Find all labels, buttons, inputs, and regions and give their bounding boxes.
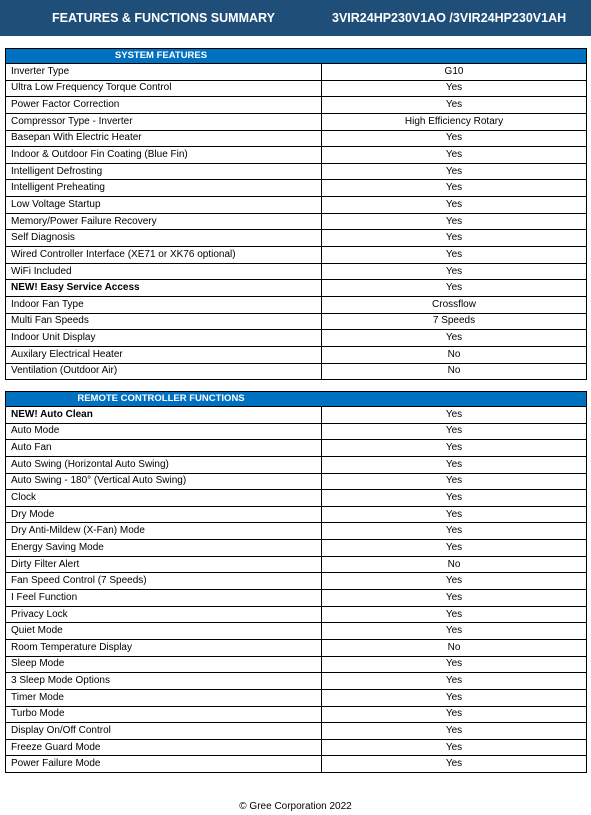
table-row — [6, 363, 586, 379]
feature-value: Yes — [322, 723, 587, 740]
feature-value: Yes — [322, 506, 587, 523]
table-row — [6, 673, 586, 690]
feature-name: Fan Speed Control (7 Speeds) — [6, 573, 322, 590]
feature-value: Yes — [322, 490, 587, 507]
feature-value: Yes — [322, 263, 587, 280]
system-features-heading-label: SYSTEM FEATURES — [114, 50, 208, 61]
feature-value: Yes — [322, 656, 587, 673]
feature-name: Inverter Type — [6, 64, 322, 80]
feature-value: Yes — [322, 330, 587, 347]
table-row — [6, 263, 586, 280]
table-row — [6, 623, 586, 640]
feature-name: Freeze Guard Mode — [6, 739, 322, 756]
feature-name: Auto Mode — [6, 423, 322, 440]
feature-value: Yes — [322, 756, 587, 772]
feature-value: Yes — [322, 197, 587, 214]
feature-value: Yes — [322, 423, 587, 440]
table-row — [6, 523, 586, 540]
feature-name: Dry Mode — [6, 506, 322, 523]
feature-value: Yes — [322, 523, 587, 540]
header-banner — [0, 0, 591, 36]
feature-name: Energy Saving Mode — [6, 540, 322, 557]
feature-name: Dirty Filter Alert — [6, 556, 322, 573]
remote-functions-heading — [6, 392, 586, 407]
table-row — [6, 213, 586, 230]
feature-value: Yes — [445, 408, 463, 420]
page-title: FEATURES & FUNCTIONS SUMMARY — [52, 11, 275, 25]
feature-name: Wired Controller Interface (XE71 or XK76 optional) — [6, 247, 322, 264]
table-row — [6, 330, 586, 347]
table-row — [6, 423, 586, 440]
feature-name: WiFi Included — [6, 263, 322, 280]
feature-name: Basepan With Electric Heater — [6, 130, 322, 147]
table-row — [6, 80, 586, 97]
feature-name: Intelligent Defrosting — [6, 163, 322, 180]
feature-value: Yes — [322, 80, 587, 97]
feature-name: Indoor Unit Display — [6, 330, 322, 347]
table-row — [6, 556, 586, 573]
table-row — [6, 506, 586, 523]
remote-functions-table — [5, 391, 587, 773]
table-row — [6, 739, 586, 756]
system-features-body — [6, 64, 586, 379]
feature-name: Indoor Fan Type — [6, 296, 322, 313]
table-row — [6, 163, 586, 180]
feature-name: Self Diagnosis — [6, 230, 322, 247]
table-row — [6, 490, 586, 507]
feature-value: No — [322, 346, 587, 363]
feature-value: Yes — [322, 130, 587, 147]
feature-value: Crossflow — [322, 296, 587, 313]
table-row — [6, 656, 586, 673]
feature-value: Yes — [322, 739, 587, 756]
table-row — [6, 689, 586, 706]
feature-name: Auto Swing - 180° (Vertical Auto Swing) — [6, 473, 322, 490]
feature-value: Yes — [322, 97, 587, 114]
feature-value: Yes — [322, 230, 587, 247]
feature-value: Yes — [322, 280, 587, 297]
feature-name: Turbo Mode — [6, 706, 322, 723]
remote-functions-heading-label: REMOTE CONTROLLER FUNCTIONS — [77, 393, 245, 404]
feature-value: Yes — [322, 247, 587, 264]
table-row — [6, 296, 586, 313]
table-row — [6, 64, 586, 80]
feature-value: Yes — [322, 440, 587, 457]
feature-value: Yes — [322, 163, 587, 180]
feature-name: NEW! Easy Service Access — [6, 280, 322, 297]
feature-value: Yes — [322, 213, 587, 230]
feature-value: Yes — [322, 673, 587, 690]
feature-name: Indoor & Outdoor Fin Coating (Blue Fin) — [6, 147, 322, 164]
feature-value: Yes — [322, 147, 587, 164]
feature-value: No — [322, 363, 587, 379]
feature-value: Yes — [322, 573, 587, 590]
feature-name: Ventilation (Outdoor Air) — [6, 363, 322, 379]
table-row — [6, 407, 586, 423]
table-row — [6, 440, 586, 457]
feature-value: 7 Speeds — [322, 313, 587, 330]
table-row — [6, 706, 586, 723]
feature-name: Auxilary Electrical Heater — [6, 346, 322, 363]
feature-name: Power Factor Correction — [6, 97, 322, 114]
feature-name: Multi Fan Speeds — [6, 313, 322, 330]
feature-value: Yes — [322, 456, 587, 473]
feature-value: Yes — [322, 540, 587, 557]
feature-name: Privacy Lock — [6, 606, 322, 623]
feature-name: Room Temperature Display — [6, 639, 322, 656]
table-row — [6, 456, 586, 473]
table-row — [6, 230, 586, 247]
table-row — [6, 540, 586, 557]
feature-value: Yes — [322, 689, 587, 706]
feature-value: Yes — [322, 623, 587, 640]
feature-value: Yes — [322, 180, 587, 197]
table-row — [6, 606, 586, 623]
feature-name: Low Voltage Startup — [6, 197, 322, 214]
table-row — [6, 97, 586, 114]
table-row — [6, 313, 586, 330]
table-row — [6, 590, 586, 607]
remote-functions-body — [6, 407, 586, 772]
feature-name: 3 Sleep Mode Options — [6, 673, 322, 690]
feature-name: Auto Swing (Horizontal Auto Swing) — [6, 456, 322, 473]
feature-value: No — [322, 556, 587, 573]
model-number: 3VIR24HP230V1AO /3VIR24HP230V1AH — [332, 11, 567, 25]
system-features-table — [5, 48, 587, 380]
table-row — [6, 639, 586, 656]
table-row — [6, 756, 586, 772]
feature-name: Quiet Mode — [6, 623, 322, 640]
feature-name: Clock — [6, 490, 322, 507]
table-row — [6, 346, 586, 363]
table-row — [6, 280, 586, 297]
feature-name: Power Failure Mode — [6, 756, 322, 772]
system-features-heading — [6, 49, 586, 64]
feature-name: Ultra Low Frequency Torque Control — [6, 80, 322, 97]
feature-value: Yes — [322, 606, 587, 623]
feature-value: No — [322, 639, 587, 656]
table-row — [6, 147, 586, 164]
feature-value: High Efficiency Rotary — [322, 113, 587, 130]
table-row — [6, 180, 586, 197]
table-row — [6, 573, 586, 590]
feature-name: Display On/Off Control — [6, 723, 322, 740]
feature-name: Dry Anti-Mildew (X-Fan) Mode — [6, 523, 322, 540]
feature-name: I Feel Function — [6, 590, 322, 607]
feature-value: Yes — [322, 590, 587, 607]
table-row — [6, 723, 586, 740]
table-row — [6, 473, 586, 490]
feature-name: Sleep Mode — [6, 656, 322, 673]
feature-name: Auto Fan — [6, 440, 322, 457]
table-row — [6, 130, 586, 147]
feature-name: NEW! Auto Clean — [6, 407, 322, 423]
feature-name: Timer Mode — [6, 689, 322, 706]
feature-value: Yes — [322, 473, 587, 490]
feature-name: Intelligent Preheating — [6, 180, 322, 197]
feature-value: G10 — [444, 65, 464, 77]
table-row — [6, 113, 586, 130]
table-row — [6, 247, 586, 264]
feature-name: Compressor Type - Inverter — [6, 113, 322, 130]
table-row — [6, 197, 586, 214]
footer-copyright: © Gree Corporation 2022 — [239, 801, 352, 812]
feature-value: Yes — [322, 706, 587, 723]
feature-name: Memory/Power Failure Recovery — [6, 213, 322, 230]
